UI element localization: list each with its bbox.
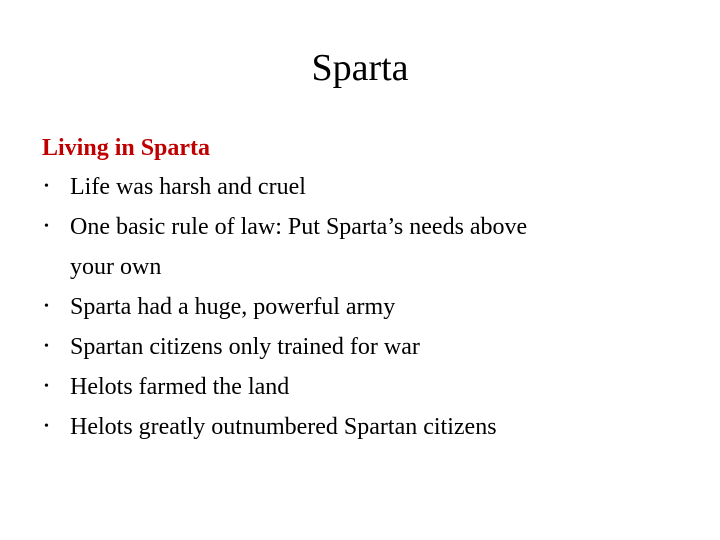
bullet-icon: • — [44, 219, 49, 234]
subheading: Living in Sparta — [42, 135, 211, 161]
bullet-item — [42, 287, 682, 327]
bullet-icon: • — [44, 299, 49, 314]
bullet-text: One basic rule of law: Put Sparta’s needs above — [70, 214, 528, 240]
bullet-item — [42, 167, 682, 207]
bullet-item — [42, 367, 682, 407]
bullet-item — [42, 207, 682, 287]
bullet-text: Helots greatly outnumbered Spartan citizens — [70, 414, 497, 440]
bullet-icon: • — [44, 179, 49, 194]
bullet-list — [42, 167, 682, 447]
bullet-icon: • — [44, 339, 49, 354]
bullet-icon: • — [44, 419, 49, 434]
bullet-text: Spartan citizens only trained for war — [70, 334, 420, 360]
bullet-text: Helots farmed the land — [70, 374, 290, 400]
bullet-icon: • — [44, 379, 49, 394]
bullet-item — [42, 327, 682, 367]
slide-title: Sparta — [311, 47, 409, 89]
bullet-text: Life was harsh and cruel — [70, 174, 306, 200]
bullet-item — [42, 407, 682, 447]
bullet-text-continuation: your own — [70, 254, 162, 280]
slide-content — [42, 131, 682, 447]
bullet-text: Sparta had a huge, powerful army — [70, 294, 396, 320]
